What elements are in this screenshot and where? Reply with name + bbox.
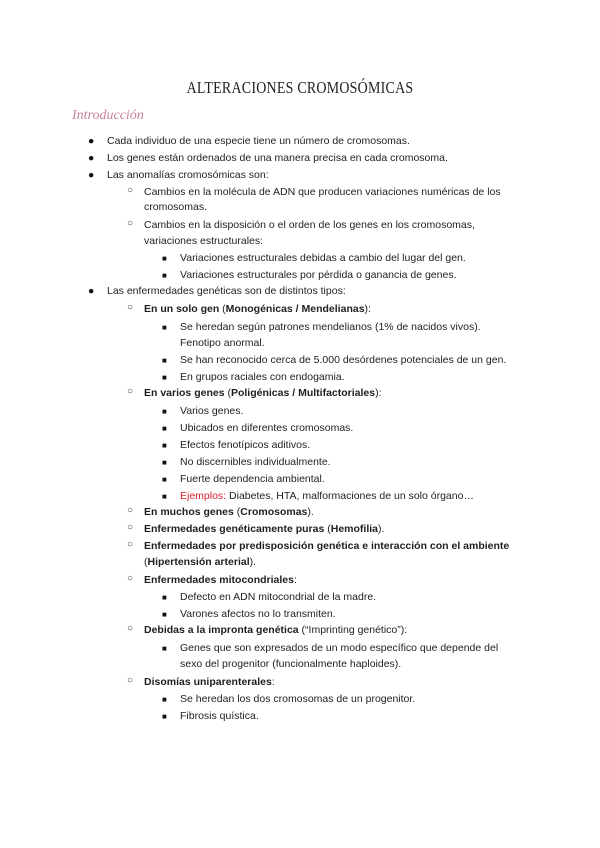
page-title: ALTERACIONES CROMOSÓMICAS xyxy=(186,78,414,97)
list-item: Varios genes. xyxy=(180,405,244,417)
list-item: Cada individuo de una especie tiene un número de cromosomas. xyxy=(107,135,410,147)
bullet-l3: ■ xyxy=(162,492,167,501)
bullet-l2: ○ xyxy=(127,539,134,550)
list-item: Las enfermedades genéticas son de distintos tipos: xyxy=(107,285,346,297)
bullet-l3: ■ xyxy=(162,424,167,433)
bold-term: Disomías uniparenterales xyxy=(144,676,272,688)
list-item-continuation: Fenotipo anormal. xyxy=(180,337,265,349)
bold-term: En varios genes xyxy=(144,387,225,399)
section-heading: Introducción xyxy=(72,108,144,123)
list-item: Varones afectos no lo transmiten. xyxy=(180,608,336,620)
bullet-l2: ○ xyxy=(127,302,134,313)
bullet-l2: ○ xyxy=(127,218,134,229)
bullet-l3: ■ xyxy=(162,712,167,721)
bullet-l1: ● xyxy=(88,152,95,164)
list-item: En grupos raciales con endogamia. xyxy=(180,371,345,383)
list-item-continuation: (Hipertensión arterial). xyxy=(144,556,257,568)
bold-term: En un solo gen xyxy=(144,303,220,315)
bullet-l2: ○ xyxy=(127,505,134,516)
list-item: Genes que son expresados de un modo específico que depende del xyxy=(180,642,499,654)
bullet-l3: ■ xyxy=(162,254,167,263)
bullet-l3: ■ xyxy=(162,610,167,619)
bullet-l3: ■ xyxy=(162,373,167,382)
list-item: Efectos fenotípicos aditivos. xyxy=(180,439,311,451)
bold-term: Cromosomas xyxy=(240,506,308,518)
list-item-continuation: cromosomas. xyxy=(144,201,208,213)
list-item: Fuerte dependencia ambiental. xyxy=(180,473,325,485)
list-item: Variaciones estructurales debidas a cambio del lugar del gen. xyxy=(180,252,466,264)
list-item: En muchos genes (Cromosomas). xyxy=(144,506,314,518)
bold-term: Debidas a la impronta genética xyxy=(144,624,299,636)
list-item: Las anomalías cromosómicas son: xyxy=(107,169,269,181)
list-item: Cambios en la molécula de ADN que producen variaciones numéricas de los xyxy=(144,186,501,198)
bold-term: Hipertensión arterial xyxy=(147,556,250,568)
list-item: Enfermedades por predisposición genética e interacción con el ambiente xyxy=(144,540,510,552)
list-item: Defecto en ADN mitocondrial de la madre. xyxy=(180,591,377,603)
list-item: Enfermedades genéticamente puras (Hemofilia). xyxy=(144,523,385,535)
bullet-l2: ○ xyxy=(127,522,134,533)
list-item-continuation: sexo del progenitor (funcionalmente haploides). xyxy=(180,658,402,670)
list-item: Fibrosis quística. xyxy=(180,710,259,722)
list-item: Cambios en la disposición o el orden de los genes en los cromosomas, xyxy=(144,219,475,231)
list-item: Se heredan los dos cromosomas de un progenitor. xyxy=(180,693,416,705)
bullet-l3: ■ xyxy=(162,644,167,653)
bullet-l1: ● xyxy=(88,169,95,181)
list-item: Variaciones estructurales por pérdida o ganancia de genes. xyxy=(180,269,457,281)
bullet-l2: ○ xyxy=(127,675,134,686)
bullet-l3: ■ xyxy=(162,356,167,365)
list-item: Ejemplos: Diabetes, HTA, malformaciones de un solo órgano… xyxy=(180,490,474,502)
examples-label: Ejemplos: xyxy=(180,490,227,502)
list-item: En varios genes (Poligénicas / Multifactoriales): xyxy=(144,387,382,399)
bold-term: Poligénicas / Multifactoriales xyxy=(230,387,376,399)
bullet-l2: ○ xyxy=(127,386,134,397)
bullet-l3: ■ xyxy=(162,323,167,332)
list-item: Los genes están ordenados de una manera precisa en cada cromosoma. xyxy=(107,152,448,164)
bullet-l2: ○ xyxy=(127,623,134,634)
bullet-l1: ● xyxy=(88,135,95,147)
list-item: No discernibles individualmente. xyxy=(180,456,331,468)
list-item: En un solo gen (Monogénicas / Mendelianas): xyxy=(144,303,371,315)
bullet-l3: ■ xyxy=(162,407,167,416)
bullet-l3: ■ xyxy=(162,458,167,467)
bullet-l3: ■ xyxy=(162,695,167,704)
bullet-l2: ○ xyxy=(127,573,134,584)
bullet-l3: ■ xyxy=(162,271,167,280)
list-item: Disomías uniparenterales: xyxy=(144,676,275,688)
list-item-continuation: variaciones estructurales: xyxy=(144,235,264,247)
bullet-l1: ● xyxy=(88,285,95,297)
bullet-l3: ■ xyxy=(162,593,167,602)
bold-term: Monogénicas / Mendelianas xyxy=(225,303,365,315)
bold-term: En muchos genes xyxy=(144,506,234,518)
bold-term: Hemofilia xyxy=(330,523,379,535)
bullet-l3: ■ xyxy=(162,441,167,450)
list-item: Se heredan según patrones mendelianos (1% de nacidos vivos). xyxy=(180,321,481,333)
list-item: Enfermedades mitocondriales: xyxy=(144,574,297,586)
list-item: Se han reconocido cerca de 5.000 desórdenes potenciales de un gen. xyxy=(180,354,507,366)
bullet-l3: ■ xyxy=(162,475,167,484)
list-item: Ubicados en diferentes cromosomas. xyxy=(180,422,354,434)
bold-term: Enfermedades genéticamente puras xyxy=(144,523,325,535)
bullet-l2: ○ xyxy=(127,185,134,196)
list-item: Debidas a la impronta genética (“Imprinting genético”): xyxy=(144,624,408,636)
